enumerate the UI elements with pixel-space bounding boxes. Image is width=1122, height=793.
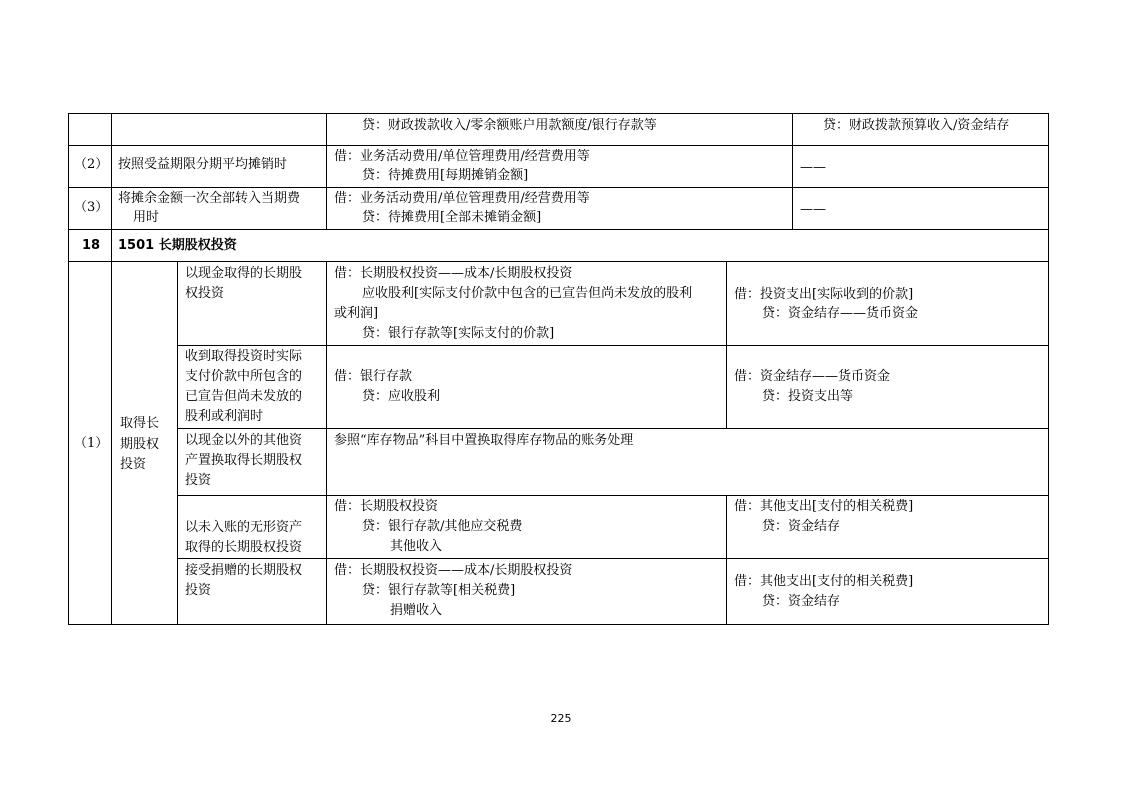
entry-line: 贷：待摊费用[全部未摊销金额] <box>362 210 542 225</box>
entry-line: 借：银行存款 <box>334 369 413 384</box>
entry-line: 应收股利[实际支付价款中包含的已宣告但尚未发放的股利 <box>362 286 693 301</box>
entry-line: 借：长期股权投资——成本/长期股权投资 <box>334 266 573 281</box>
table-rule <box>326 261 327 625</box>
entry-line: 贷：银行存款/其他应交税费 <box>362 519 523 534</box>
category-label: 期股权 <box>120 437 160 452</box>
page-number: 225 <box>550 712 572 725</box>
scenario-description: 投资 <box>185 473 212 488</box>
entry-line: 或利润] <box>334 306 379 321</box>
table-rule <box>177 558 1049 559</box>
row-description: 用时 <box>133 210 160 225</box>
scenario-description: 以现金以外的其他资 <box>185 433 303 448</box>
row-description: 将摊余金额一次全部转入当期费 <box>118 191 301 206</box>
table-rule <box>177 345 1049 346</box>
scenario-description: 以现金取得的长期股 <box>185 266 303 281</box>
table-rule <box>177 261 178 625</box>
table-rule <box>177 495 1049 496</box>
budget-line: 借：投资支出[实际收到的价款] <box>734 287 914 302</box>
scenario-description: 投资 <box>185 583 212 598</box>
entry-line: 贷：银行存款等[相关税费] <box>362 583 516 598</box>
entry-line: 贷：银行存款等[实际支付的价款] <box>362 326 555 341</box>
table-rule <box>68 145 1049 146</box>
budget-line: 借：资金结存——货币资金 <box>734 369 891 384</box>
entry-line: 贷：应收股利 <box>362 389 441 404</box>
table-rule <box>326 113 327 230</box>
table-rule <box>68 113 1049 114</box>
scenario-description: 以未入账的无形资产 <box>185 520 303 535</box>
budget-line: 贷：资金结存——货币资金 <box>762 306 919 321</box>
row-number: （2） <box>74 157 109 172</box>
cell-budget-entry: 贷：财政拨款预算收入/资金结存 <box>823 118 1010 133</box>
table-rule <box>177 428 1049 429</box>
budget-line: 借：其他支出[支付的相关税费] <box>734 499 914 514</box>
cell-financial-entry: 贷：财政拨款收入/零余额账户用款额度/银行存款等 <box>362 118 657 133</box>
scenario-description: 股利或利润时 <box>185 409 264 424</box>
table-rule <box>111 113 112 625</box>
section-title: 1501 长期股权投资 <box>118 238 237 253</box>
table-rule <box>68 261 1049 262</box>
budget-line: 借：其他支出[支付的相关税费] <box>734 574 914 589</box>
table-rule <box>68 229 1049 230</box>
budget-line: 贷：资金结存 <box>762 594 841 609</box>
table-rule <box>726 495 727 625</box>
entry-line: 借：业务活动费用/单位管理费用/经营费用等 <box>334 149 590 164</box>
scenario-description: 收到取得投资时实际 <box>185 349 303 364</box>
entry-line: 捐赠收入 <box>390 603 443 618</box>
budget-line: 贷：资金结存 <box>762 519 841 534</box>
budget-line: 贷：投资支出等 <box>762 389 854 404</box>
section-number: 18 <box>82 238 101 253</box>
row-number: （3） <box>74 200 109 215</box>
budget-entry: —— <box>800 160 826 175</box>
entry-line: 参照“库存物品”科目中置换取得库存物品的账务处理 <box>334 433 634 448</box>
row-number: （1） <box>74 436 109 451</box>
entry-line: 借：业务活动费用/单位管理费用/经营费用等 <box>334 191 590 206</box>
table-rule <box>1048 113 1049 625</box>
scenario-description: 产置换取得长期股权 <box>185 453 303 468</box>
entry-line: 借：长期股权投资 <box>334 499 439 514</box>
category-label: 投资 <box>120 457 147 472</box>
table-rule <box>68 113 69 625</box>
entry-line: 其他收入 <box>390 539 443 554</box>
scenario-description: 取得的长期股权投资 <box>185 540 303 555</box>
scenario-description: 已宣告但尚未发放的 <box>185 389 303 404</box>
table-rule <box>726 261 727 429</box>
scenario-description: 接受捐赠的长期股权 <box>185 563 303 578</box>
table-rule <box>68 624 1049 625</box>
budget-entry: —— <box>800 202 826 217</box>
scenario-description: 权投资 <box>185 286 225 301</box>
row-description: 按照受益期限分期平均摊销时 <box>118 157 288 172</box>
entry-line: 贷：待摊费用[每期摊销金额] <box>362 168 529 183</box>
entry-line: 借：长期股权投资——成本/长期股权投资 <box>334 563 573 578</box>
table-rule <box>792 113 793 230</box>
table-rule <box>68 187 1049 188</box>
scenario-description: 支付价款中所包含的 <box>185 369 303 384</box>
category-label: 取得长 <box>120 416 160 431</box>
